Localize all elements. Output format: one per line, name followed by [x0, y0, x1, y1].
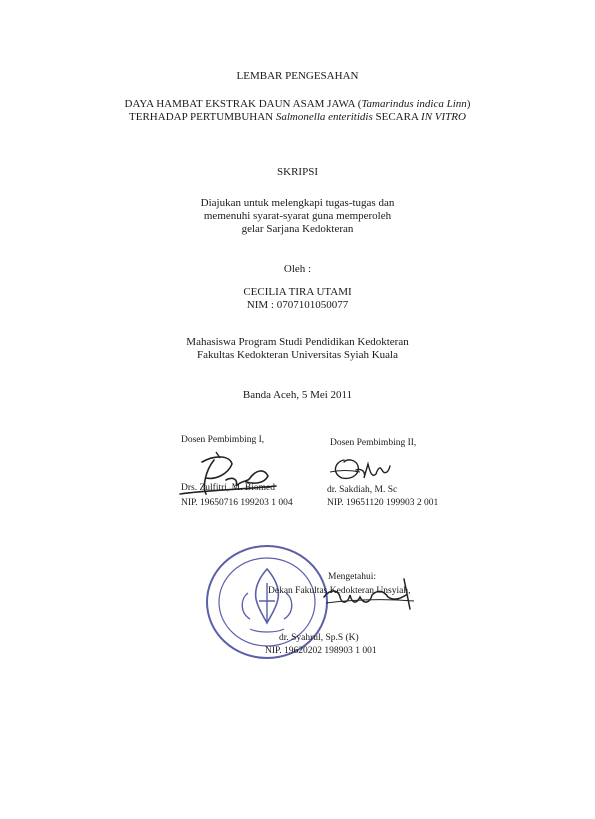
supervisor-1-name: Drs. Zulfitri, M. Biomed [181, 483, 275, 493]
institution-line-2: Fakultas Kedokteran Universitas Syiah Kuala [196, 349, 398, 361]
heading: LEMBAR PENGESAHAN [236, 70, 359, 82]
purpose-line-3: gelar Sarjana Kedokteran [241, 223, 354, 235]
place-date: Banda Aceh, 5 Mei 2011 [242, 389, 353, 401]
document-type: SKRIPSI [277, 166, 318, 178]
approval-nip: NIP. 19620202 198903 1 001 [265, 646, 377, 656]
supervisor-2-nip: NIP. 19651120 199903 2 001 [327, 498, 439, 508]
supervisor-2-signature [326, 452, 406, 486]
author-name: CECILIA TIRA UTAMI [243, 286, 352, 298]
approval-name: dr. Syahrul, Sp.S (K) [279, 633, 359, 643]
supervisor-1-role: Dosen Pembimbing I, [181, 435, 265, 445]
title-line-1: DAYA HAMBAT EKSTRAK DAUN ASAM JAWA (Tamarindus indica Linn) [124, 98, 471, 110]
title-line-2: TERHADAP PERTUMBUHAN Salmonella enteritidis SECARA IN VITRO [129, 111, 466, 123]
purpose-line-2: memenuhi syarat-syarat guna memperoleh [203, 210, 392, 222]
supervisor-2-role: Dosen Pembimbing II, [330, 438, 417, 448]
by-label: Oleh : [283, 263, 312, 275]
institution-line-1: Mahasiswa Program Studi Pendidikan Kedokteran [186, 336, 409, 348]
approval-role: Dekan Fakultas Kedokteran Unsyiah, [268, 586, 411, 596]
approval-label: Mengetahui: [328, 572, 377, 582]
purpose-line-1: Diajukan untuk melengkapi tugas-tugas dan [200, 197, 395, 209]
supervisor-1-nip: NIP. 19650716 199203 1 004 [181, 498, 293, 508]
author-nim: NIM : 0707101050077 [246, 299, 349, 311]
supervisor-2-name: dr. Sakdiah, M. Sc [327, 485, 398, 495]
